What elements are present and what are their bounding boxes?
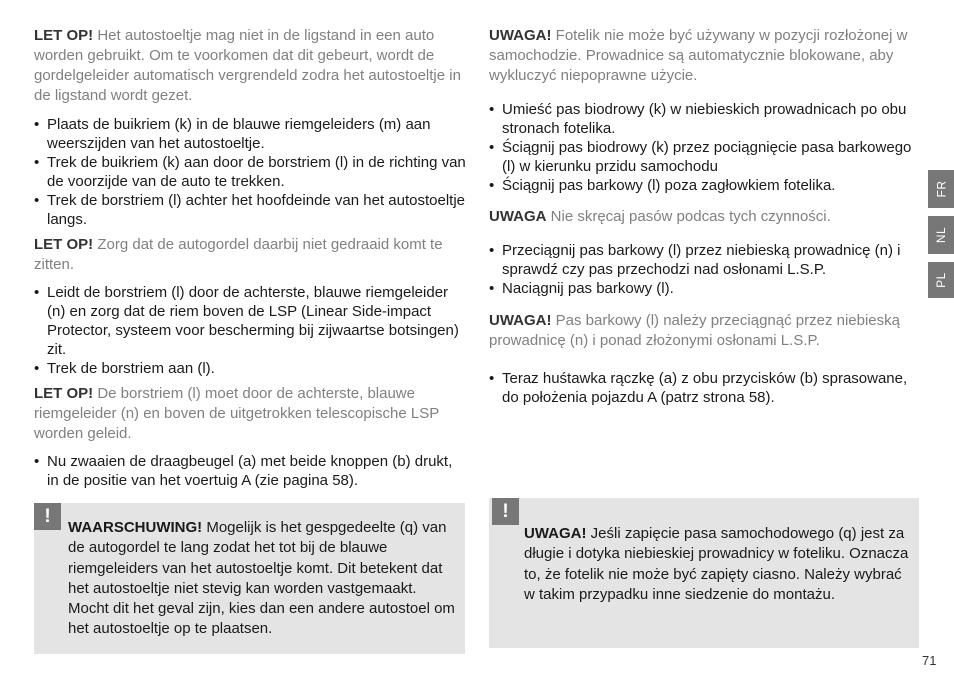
list-item: • Przeciągnij pas barkowy (l) przez niebieską prowadnicę (n) i sprawdź czy pas przechodzi nad osłonami L.S.P.	[489, 241, 919, 279]
note-text: Het autostoeltje mag niet in de ligstand in een auto worden gebruikt. Om te voorkomen dat dit gebeurt, wordt de gordelgeleider automatisch vergrendeld zodra het autostoeltje in de ligstand wordt gezet.	[34, 27, 461, 104]
list-item: • Plaats de buikriem (k) in de blauwe riemgeleiders (m) aan weerszijden van het autostoeltje.	[34, 115, 466, 153]
warning-box	[34, 503, 465, 654]
instruction-list	[34, 115, 466, 229]
warning-text	[524, 524, 916, 605]
note-text: Fotelik nie może być używany w pozycji rozłożonej w samochodzie. Prowadnice są automatycznie blokowane, aby wykluczyć niepoprawne użycie.	[489, 27, 908, 84]
note-text: De borstriem (l) moet door de achterste, blauwe riemgeleider (n) en boven de uitgetrokken telescopische LSP worden geleid.	[34, 385, 439, 442]
exclamation-icon: !	[492, 498, 519, 525]
note-ligstand	[34, 26, 466, 106]
note-label: UWAGA!	[489, 312, 552, 329]
instruction-list	[489, 100, 919, 195]
tab-label: NL	[934, 226, 948, 244]
list-item: • Nu zwaaien de draagbeugel (a) met beide knoppen (b) drukt, in de positie van het voertuig A (zie pagina 58).	[34, 452, 466, 490]
warning-label: UWAGA!	[524, 525, 587, 542]
instruction-list	[489, 241, 919, 298]
list-item: • Ściągnij pas barkowy (l) poza zagłowkiem fotelika.	[489, 176, 919, 195]
note-text: Nie skręcaj pasów podcas tych czynności.	[546, 208, 831, 225]
instruction-list	[34, 283, 466, 378]
tab-label: FR	[934, 180, 948, 198]
polish-column	[489, 26, 919, 407]
instruction-list	[34, 452, 466, 490]
note-label: LET OP!	[34, 236, 94, 253]
tab-pl[interactable]	[928, 262, 954, 298]
tab-nl[interactable]	[928, 216, 954, 254]
list-item: • Leidt de borstriem (l) door de achterste, blauwe riemgeleider (n) en zorg dat de riem boven de LSP (Linear Side-impact Protector, systeem voor bescherming bij zijwaartse botsingen) zit.	[34, 283, 466, 359]
note-borstriem	[34, 384, 466, 444]
list-item: • Ściągnij pas biodrowy (k) przez pociągnięcie pasa barkowego (l) w kierunku przidu samochodu	[489, 138, 919, 176]
list-item: • Teraz huśtawka rączkę (a) z obu przycisków (b) sprasowane, do położenia pojazdu A (patrz strona 58).	[489, 369, 919, 407]
list-item: • Trek de buikriem (k) aan door de borstriem (l) in de richting van de voorzijde van de auto te trekken.	[34, 153, 466, 191]
note-label: UWAGA	[489, 208, 547, 225]
warning-body: Mogelijk is het gespgedeelte (q) van de autogordel te lang zodat het tot bij de blauwe riemgeleiders van het autostoeltje komt. Dit betekent dat het autostoeltje niet stevig kan worden vastgemaakt. Mocht dit het geval zijn, kies dan een andere autostoel om het autostoeltje op te plaatsen.	[68, 519, 455, 638]
note-barkowy	[489, 311, 919, 351]
note-label: LET OP!	[34, 385, 94, 402]
note-label: LET OP!	[34, 27, 94, 44]
note-pozycja	[489, 26, 919, 86]
dutch-column	[34, 26, 466, 490]
warning-label: WAARSCHUWING!	[68, 519, 203, 536]
tab-fr[interactable]	[928, 170, 954, 208]
list-item: • Naciągnij pas barkowy (l).	[489, 279, 919, 298]
exclamation-icon: !	[34, 503, 61, 530]
note-label: UWAGA!	[489, 27, 552, 44]
note-text: Pas barkowy (l) należy przeciągnąć przez niebieską prowadnicę (n) i ponad złożonymi osłonami L.S.P.	[489, 312, 900, 349]
note-skrecaj	[489, 207, 919, 227]
list-item: • Trek de borstriem aan (l).	[34, 359, 466, 378]
list-item: • Trek de borstriem (l) achter het hoofdeinde van het autostoeltje langs.	[34, 191, 466, 229]
list-item: • Umieść pas biodrowy (k) w niebieskich prowadnicach po obu stronach fotelika.	[489, 100, 919, 138]
page-number: 71	[922, 653, 937, 668]
note-text: Zorg dat de autogordel daarbij niet gedraaid komt te zitten.	[34, 236, 443, 273]
instruction-list	[489, 369, 919, 407]
warning-box	[489, 498, 919, 648]
tab-label: PL	[934, 272, 948, 288]
warning-text	[68, 518, 460, 640]
note-gedraaid	[34, 235, 466, 275]
warning-body: Jeśli zapięcie pasa samochodowego (q) jest za długie i dotyka niebieskiej prowadnicy w foteliku. Oznacza to, że fotelik nie może być zapięty ciasno. Należy wybrać w takim przypadku inne siedzenie do montażu.	[524, 525, 909, 603]
